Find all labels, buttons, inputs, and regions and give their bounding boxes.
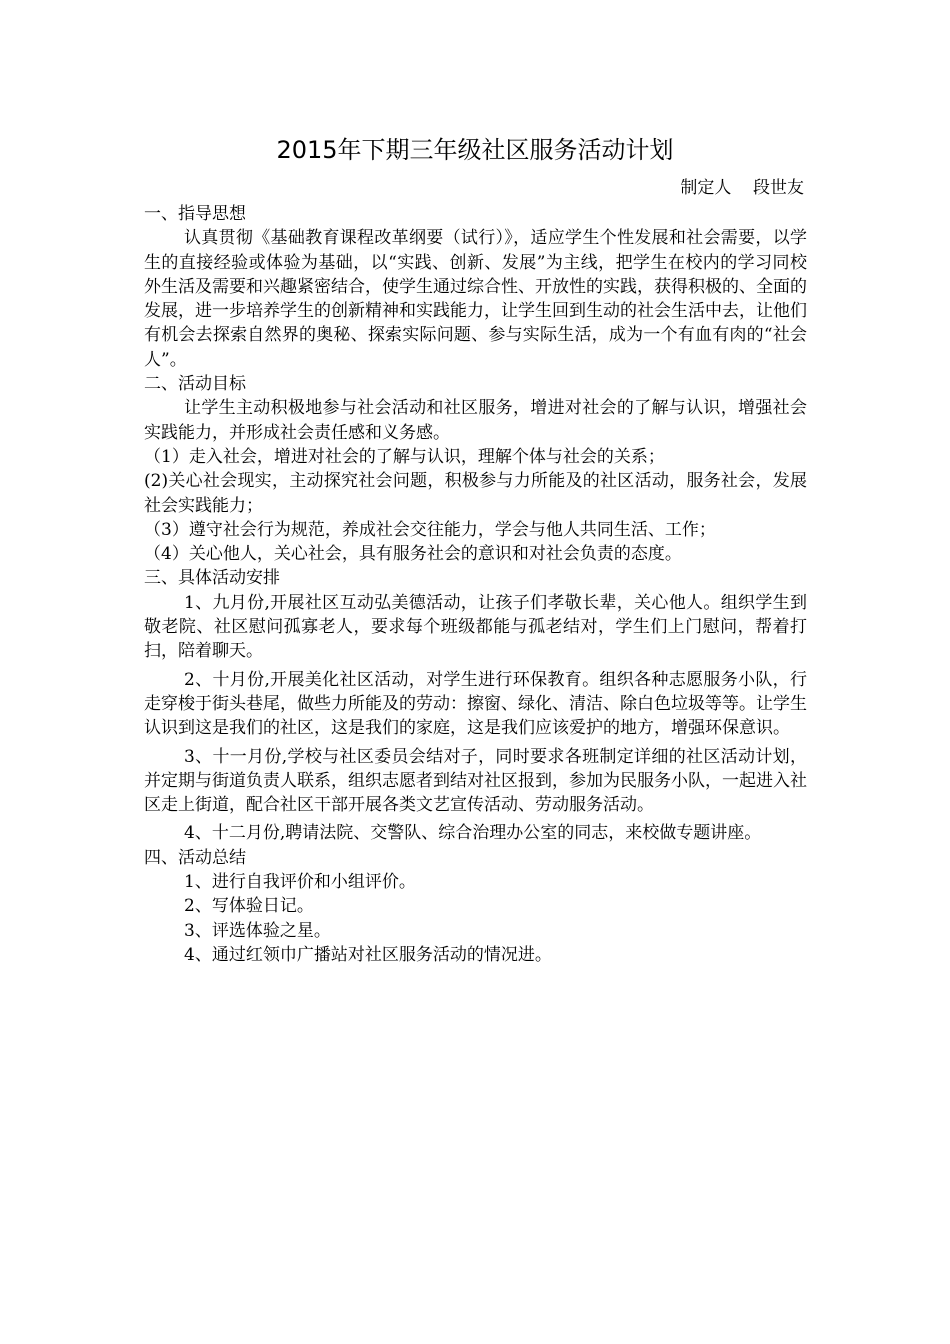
goal-item: (2)关心社会现实，主动探究社会问题，积极参与力所能及的社区活动，服务社会，发展社会实践能力； xyxy=(144,471,807,516)
activity-paragraph: 4、十二月份,聘请法院、交警队、综合治理办公室的同志，来校做专题讲座。 xyxy=(184,823,762,844)
activity-paragraph: 1、九月份,开展社区互动弘美德活动，让孩子们孝敬长辈，关心他人。组织学生到敬老院、社区慰问孤寡老人，要求每个班级都能与孤老结对，学生们上门慰问，帮着打扫，陪着聊天。 xyxy=(144,592,807,662)
summary-item: 4、通过红领巾广播站对社区服务活动的情况进。 xyxy=(184,944,552,965)
section-heading: 一、指导思想 xyxy=(144,204,246,224)
document-title: 2015年下期三年级社区服务活动计划 xyxy=(276,136,674,164)
document-body xyxy=(144,202,807,967)
summary-item: 2、写体验日记。 xyxy=(184,896,314,917)
goal-item: （4）关心他人，关心社会，具有服务社会的意识和对社会负责的态度。 xyxy=(144,544,682,565)
goal-item: （1）走入社会，增进对社会的了解与认识，理解个体与社会的关系； xyxy=(144,446,665,467)
section-heading: 四、活动总结 xyxy=(144,847,246,868)
activity-paragraph: 3、十一月份,学校与社区委员会结对子，同时要求各班制定详细的社区活动计划，并定期与街道负责人联系，组织志愿者到结对社区报到，参加为民服务小队，一起进入社区走上街道，配合社区干部开展各类文艺宣传活动、劳动服务活动。 xyxy=(144,746,807,816)
paragraph: 认真贯彻《基础教育课程改革纲要（试行）》，适应学生个性发展和社会需要，以学生的直接经验或体验为基础，以“实践、创新、发展”为主线，把学生在校内的学习同校外生活及需要和兴趣紧密结合，使学生通过综合性、开放性的实践，获得积极的、全面的发展，进一步培养学生的创新精神和实践能力，让学生回到生动的社会生活中去，让他们有机会去探索自然界的奥秘、探索实际问题、参与实际生活，成为一个有血有肉的“社会人”。 xyxy=(144,228,807,370)
goal-item: （3）遵守社会行为规范，养成社会交往能力，学会与他人共同生活、工作； xyxy=(144,519,716,540)
summary-item: 3、评选体验之星。 xyxy=(184,920,331,941)
paragraph: 让学生主动积极地参与社会活动和社区服务，增进对社会的了解与认识，增强社会实践能力，并形成社会责任感和义务感。 xyxy=(144,398,807,443)
section-heading: 三、具体活动安排 xyxy=(144,568,280,589)
summary-item: 1、进行自我评价和小组评价。 xyxy=(184,872,416,893)
author-line: 制定人 段世友 xyxy=(680,178,804,198)
section-heading: 二、活动目标 xyxy=(144,374,246,395)
activity-paragraph: 2、十月份,开展美化社区活动，对学生进行环保教育。组织各种志愿服务小队，行走穿梭于街头巷尾，做些力所能及的劳动：擦窗、绿化、清洁、除白色垃圾等等。让学生认识到这是我们的社区，这是我们的家庭，这是我们应该爱护的地方，增强环保意识。 xyxy=(144,669,807,739)
